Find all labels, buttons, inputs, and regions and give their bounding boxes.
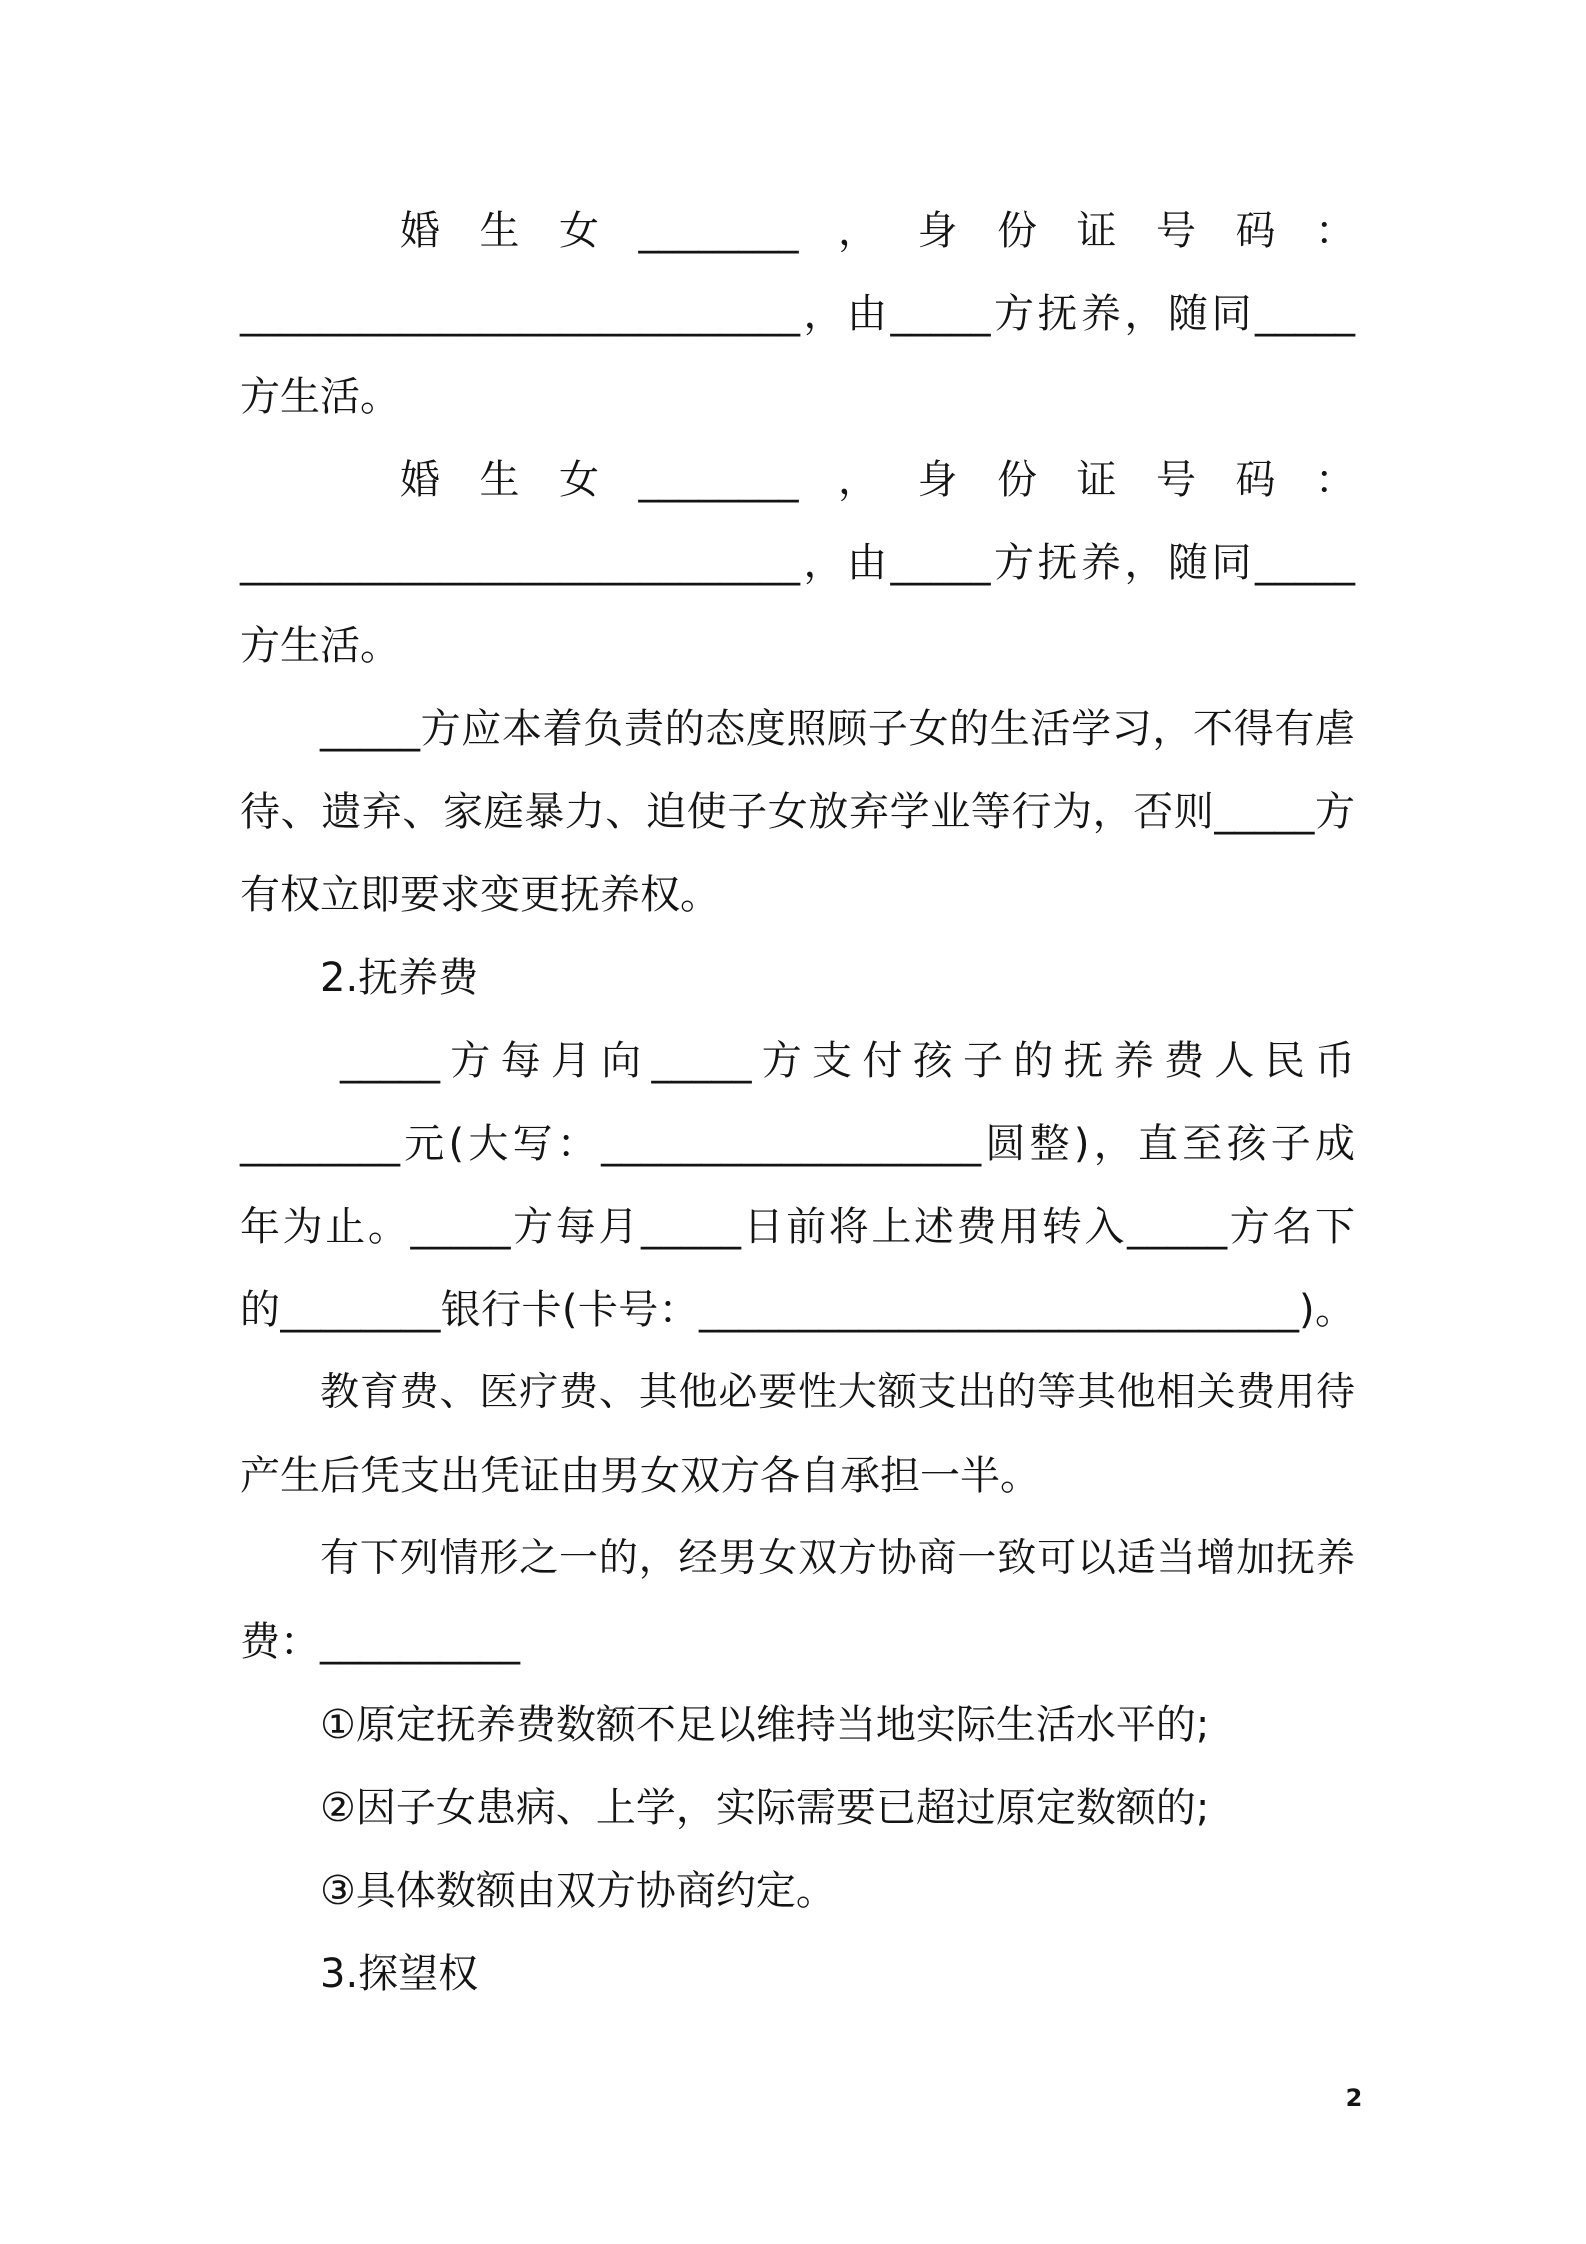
text-line: 方生活。 <box>240 374 400 420</box>
text-line: 有下列情形之一的，经男女双方协商一致可以适当增加抚养 <box>320 1536 1355 1581</box>
text-line: 费：__________ <box>240 1619 520 1665</box>
text-line: ________元(大写：___________________圆整)，直至孩子成 <box>240 1121 1355 1167</box>
text-line: 待、遗弃、家庭暴力、迫使子女放弃学业等行为，否则_____方 <box>240 789 1355 835</box>
text-line: 的________银行卡(卡号：______________________________)。 <box>240 1287 1355 1333</box>
text-line: ____________________________，由_____方抚养，随同_____ <box>240 540 1355 586</box>
section-heading: 3.探望权 <box>320 1951 479 1997</box>
page-number: 2 <box>1345 2084 1363 2112</box>
text-line: _____方应本着负责的态度照顾子女的生活学习，不得有虐 <box>320 706 1355 752</box>
text-line: ____________________________，由_____方抚养，随同_____ <box>240 291 1355 337</box>
list-item: ①原定抚养费数额不足以维持当地实际生活水平的; <box>320 1702 1210 1748</box>
text-line: 婚生女________，身份证号码： <box>400 208 1355 254</box>
text-line: _____方每月向_____方支付孩子的抚养费人民币 <box>340 1038 1355 1084</box>
list-item: ③具体数额由双方协商约定。 <box>320 1868 836 1914</box>
text-line: 年为止。_____方每月_____日前将上述费用转入_____方名下 <box>240 1204 1355 1250</box>
list-item: ②因子女患病、上学，实际需要已超过原定数额的; <box>320 1785 1210 1831</box>
text-line: 教育费、医疗费、其他必要性大额支出的等其他相关费用待 <box>320 1370 1355 1415</box>
section-heading: 2.抚养费 <box>320 955 479 1001</box>
text-line: 婚生女________，身份证号码： <box>400 457 1355 503</box>
text-line: 有权立即要求变更抚养权。 <box>240 872 720 918</box>
text-line: 方生活。 <box>240 623 400 669</box>
text-line: 产生后凭支出凭证由男女双方各自承担一半。 <box>240 1453 1040 1499</box>
